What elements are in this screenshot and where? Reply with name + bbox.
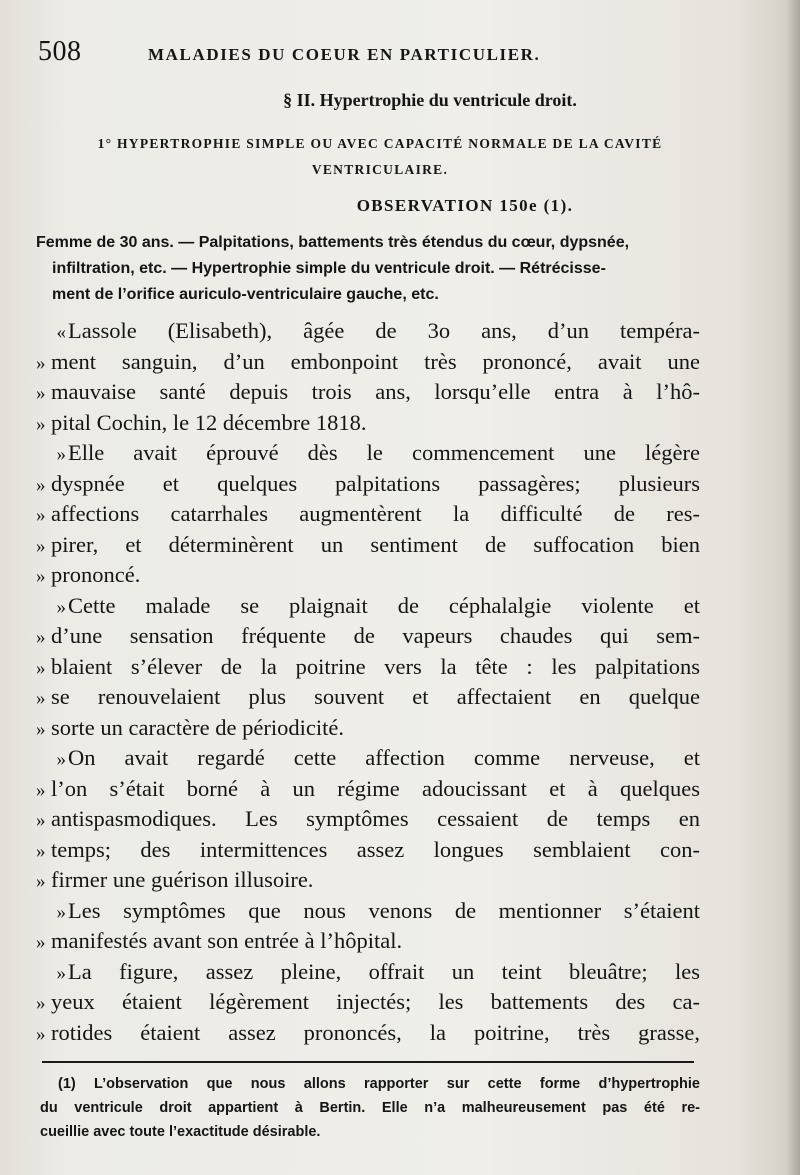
body-line <box>36 316 700 347</box>
quote-mark: » <box>36 810 46 831</box>
quote-mark: » <box>36 505 46 526</box>
quote-mark: » <box>36 993 46 1014</box>
body-line-text: antispasmodiques. Les symptômes cessaient de temps en <box>51 806 700 831</box>
body-line <box>36 804 700 835</box>
quote-mark: » <box>56 444 66 465</box>
body-line-text: ment sanguin, d’un embonpoint très prononcé, avait une <box>51 348 700 374</box>
body-line-text: prononcé. <box>51 562 141 587</box>
body-line <box>36 652 700 683</box>
footnote-line-text: du ventricule droit appartient à Bertin. Elle n’a malheureusement pas été re- <box>40 1100 700 1116</box>
page-number: 508 <box>38 36 82 67</box>
quote-mark: » <box>36 779 46 801</box>
body-line-text: yeux étaient légèrement injectés; les battements des ca- <box>51 989 700 1014</box>
body-line <box>36 896 700 927</box>
body-line-text: d’une sensation fréquente de vapeurs chaudes qui sem- <box>51 623 700 648</box>
body-line <box>36 987 700 1018</box>
body-line-text: Cette malade se plaignait de céphalalgie violente et <box>68 592 700 618</box>
body-line <box>36 835 700 866</box>
summary-line: Femme de 30 ans. — Palpitations, battements très étendus du cœur, dypsnée, <box>36 234 630 251</box>
body-line <box>36 591 700 622</box>
quote-mark: » <box>56 749 66 770</box>
body-line <box>36 865 700 896</box>
quote-mark: » <box>36 718 46 740</box>
body-line-text: rotides étaient assez prononcés, la poitrine, très grasse, <box>51 1019 700 1045</box>
quote-mark: » <box>36 871 46 892</box>
body-line-text: manifestés avant son entrée à l’hôpital. <box>51 928 403 953</box>
footnote-line-text: (1) L’observation que nous allons rapporter sur cette forme d’hypertrophie <box>58 1076 700 1092</box>
body-line-text: se renouvelaient plus souvent et affectaient en quelque <box>51 684 700 709</box>
body-line <box>36 530 700 561</box>
body-line-text: l’on s’était borné à un régime adoucissant et à quelques <box>51 775 700 801</box>
body-line <box>36 377 700 408</box>
body-line-text: blaient s’élever de la poitrine vers la tête : les palpitations <box>51 653 700 679</box>
observation-summary <box>36 230 702 308</box>
quote-mark: » <box>36 535 46 557</box>
footnote-separator <box>42 1061 694 1063</box>
subsection-title: 1° HYPERTROPHIE SIMPLE OU AVEC CAPACITÉ NORMALE DE LA CAVITÉ VENTRICULAIRE. <box>97 136 663 177</box>
quote-mark: » <box>36 566 46 587</box>
body-line <box>36 499 700 530</box>
body-line <box>36 621 700 652</box>
body-line-text: sorte un caractère de périodicité. <box>51 714 344 740</box>
section-title: § II. Hypertrophie du ventricule droit. <box>283 90 577 110</box>
quote-mark: » <box>56 596 66 618</box>
footnote-line <box>40 1120 700 1144</box>
body-line-text: pirer, et déterminèrent un sentiment de suffocation bien <box>51 531 700 557</box>
summary-line: ment de l’orifice auriculo-ventriculaire gauche, etc. <box>52 286 439 303</box>
quote-mark: » <box>56 962 66 984</box>
quote-mark: « <box>56 322 66 343</box>
body-line <box>36 408 700 439</box>
footnote <box>40 1072 700 1144</box>
running-head: MALADIES DU COEUR EN PARTICULIER. <box>148 45 541 64</box>
quote-mark: » <box>36 383 46 404</box>
footnote-line <box>40 1072 700 1096</box>
body-line <box>36 682 700 713</box>
quote-mark: » <box>36 688 46 709</box>
quote-mark: » <box>36 352 46 374</box>
body-line <box>36 438 700 469</box>
body-line <box>36 774 700 805</box>
quote-mark: » <box>56 901 66 923</box>
body-line-text: pital Cochin, le 12 décembre 1818. <box>51 409 367 435</box>
footnote-line-text: cueillie avec toute l’exactitude désirable. <box>40 1124 321 1140</box>
quote-mark: » <box>36 840 46 862</box>
quote-mark: » <box>36 932 46 953</box>
body-line-text: On avait regardé cette affection comme nerveuse, et <box>68 745 700 770</box>
quote-mark: » <box>36 1023 46 1045</box>
body-line-text: firmer une guérison illusoire. <box>51 867 314 892</box>
page-edge-shadow <box>786 0 800 1175</box>
quote-mark: » <box>36 474 46 496</box>
quote-mark: » <box>36 413 46 435</box>
quote-mark: » <box>36 657 46 679</box>
body-line-text: temps; des intermittences assez longues semblaient con- <box>51 836 700 862</box>
quote-mark: » <box>36 627 46 648</box>
body-text <box>36 316 700 1048</box>
body-line <box>36 957 700 988</box>
body-line-text: La figure, assez pleine, offrait un teint bleuâtre; les <box>68 958 700 984</box>
body-line-text: Lassole (Elisabeth), âgée de 3o ans, d’un tempéra- <box>68 318 700 343</box>
body-line-text: Les symptômes que nous venons de mentionner s’étaient <box>68 897 700 923</box>
body-line-text: mauvaise santé depuis trois ans, lorsqu’elle entra à l’hô- <box>51 379 700 404</box>
body-line <box>36 560 700 591</box>
body-line <box>36 926 700 957</box>
body-line <box>36 347 700 378</box>
body-line-text: affections catarrhales augmentèrent la difficulté de res- <box>51 501 700 526</box>
footnote-line <box>40 1096 700 1120</box>
body-line-text: dyspnée et quelques palpitations passagères; plusieurs <box>51 470 700 496</box>
body-line <box>36 1018 700 1049</box>
body-line-text: Elle avait éprouvé dès le commencement une légère <box>68 440 700 465</box>
body-line <box>36 713 700 744</box>
observation-title: OBSERVATION 150e (1). <box>356 196 574 215</box>
body-line <box>36 743 700 774</box>
summary-line: infiltration, etc. — Hypertrophie simple du ventricule droit. — Rétrécisse- <box>52 260 606 277</box>
body-line <box>36 469 700 500</box>
